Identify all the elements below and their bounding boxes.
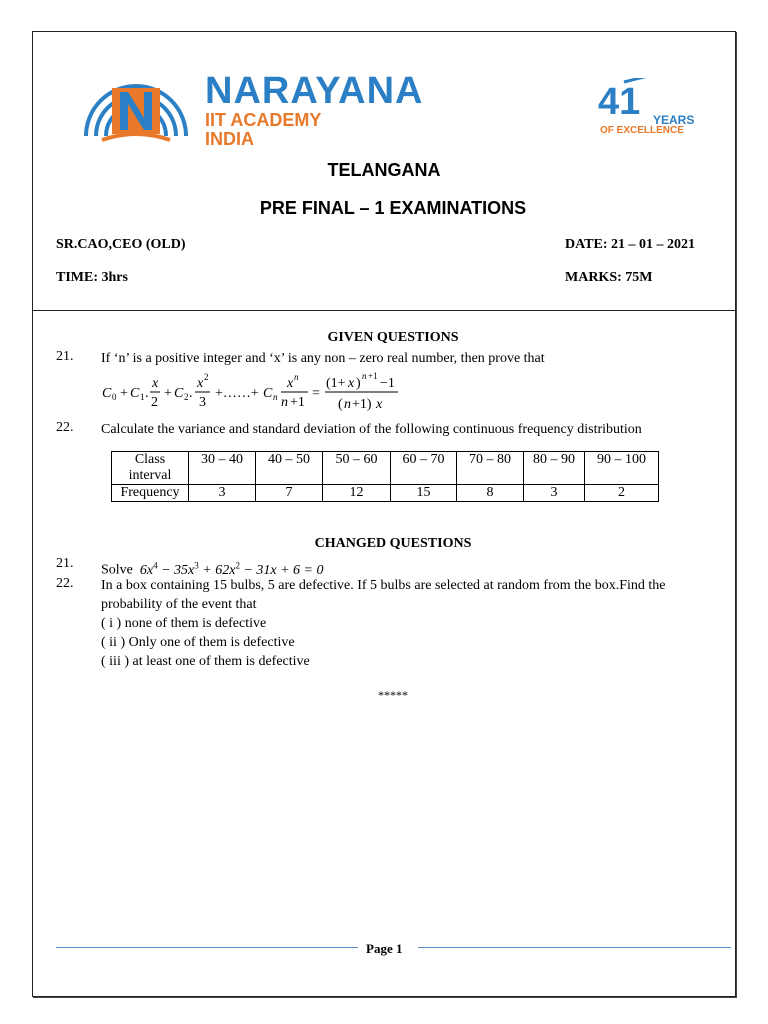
svg-text:+: +: [164, 386, 172, 401]
table-row: [112, 452, 659, 485]
badge-years: YEARS: [653, 113, 695, 127]
table-row: [112, 485, 659, 502]
svg-text:+……+: +……+: [215, 386, 259, 401]
svg-text:3: 3: [199, 395, 206, 410]
svg-text:n: n: [281, 395, 288, 410]
table-cell: 3: [524, 485, 585, 502]
changed-q22-number: 22.: [56, 576, 74, 591]
changed-q22-line-1: In a box containing 15 bulbs, 5 are defective. If 5 bulbs are selected at random from the box.Find the: [101, 578, 666, 593]
svg-text:1: 1: [140, 392, 145, 402]
exam-title: PRE FINAL – 1 EXAMINATIONS: [259, 198, 527, 218]
table-cell: 2: [585, 485, 659, 502]
page-number: Page 1: [366, 941, 403, 956]
svg-text:C: C: [130, 386, 140, 401]
svg-text:.: .: [145, 386, 149, 401]
svg-text:n: n: [344, 397, 351, 412]
svg-text:C: C: [102, 386, 112, 401]
footer-rule-left: [56, 947, 358, 948]
svg-text:−1: −1: [380, 376, 395, 391]
svg-text:): ): [356, 376, 361, 391]
table-cell: 70 – 80: [457, 452, 524, 485]
brand-subtitle: [205, 111, 321, 149]
given-questions-heading: GIVEN QUESTIONS: [327, 330, 459, 345]
changed-q21-number: 21.: [56, 556, 74, 571]
svg-text:n: n: [362, 371, 367, 381]
table-cell: 3: [189, 485, 256, 502]
svg-text:(1+: (1+: [326, 376, 346, 391]
svg-text:+: +: [120, 386, 128, 401]
header-divider: [32, 310, 736, 311]
state-title: TELANGANA: [327, 160, 441, 180]
given-q22-number: 22.: [56, 420, 74, 435]
given-q22-text: Calculate the variance and standard deviation of the following continuous frequency distribution: [101, 422, 642, 437]
svg-text:+1: +1: [368, 371, 378, 381]
svg-text:x: x: [348, 376, 355, 391]
exam-time: TIME: 3hrs: [56, 270, 128, 285]
changed-questions-heading: CHANGED QUESTIONS: [314, 536, 472, 551]
frequency-table: [111, 451, 659, 502]
svg-text:0: 0: [112, 392, 117, 402]
svg-text:.: .: [189, 386, 193, 401]
table-row-label: Frequency: [112, 485, 189, 502]
polynomial-equation: $6x^4 - 35x^3 + 62x^2 - 31x + 6 = 0$: [136, 560, 324, 578]
brand-line-1: IIT ACADEMY: [205, 110, 322, 130]
table-cell: 50 – 60: [323, 452, 391, 485]
table-cell: 7: [256, 485, 323, 502]
svg-text:C: C: [174, 386, 184, 401]
table-row-label: Class interval: [112, 452, 189, 485]
table-cell: 15: [391, 485, 457, 502]
course-label: SR.CAO,CEO (OLD): [56, 237, 186, 252]
changed-q22-text: [101, 576, 666, 671]
svg-text:x: x: [197, 376, 204, 391]
changed-q22-option-2: ( ii ) Only one of them is defective: [101, 635, 295, 650]
table-cell: 12: [323, 485, 391, 502]
end-marker: *****: [378, 688, 408, 702]
svg-text:x: x: [376, 397, 383, 412]
svg-text:C: C: [263, 386, 273, 401]
table-cell: 80 – 90: [524, 452, 585, 485]
svg-text:2: 2: [151, 395, 158, 410]
brand-line-2: INDIA: [205, 129, 254, 149]
svg-text:2: 2: [204, 372, 209, 382]
svg-text:+1): +1): [352, 397, 372, 412]
table-cell: 60 – 70: [391, 452, 457, 485]
brand-name: NARAYANA: [205, 70, 424, 112]
svg-text:(: (: [338, 397, 343, 412]
footer-rule-right: [418, 947, 731, 948]
narayana-logo-icon: [72, 50, 200, 146]
given-q21-text: If ‘n’ is a positive integer and ‘x’ is any non – zero real number, then prove that: [101, 351, 545, 366]
svg-text:n: n: [273, 392, 278, 402]
table-cell: 30 – 40: [189, 452, 256, 485]
given-q21-number: 21.: [56, 349, 74, 364]
exam-date: DATE: 21 – 01 – 2021: [565, 237, 696, 252]
svg-text:2: 2: [184, 392, 189, 402]
changed-q22-option-1: ( i ) none of them is defective: [101, 616, 267, 631]
svg-text:=: =: [312, 386, 320, 401]
svg-text:n: n: [294, 372, 299, 382]
badge-number: 41: [598, 81, 641, 123]
exam-marks: MARKS: 75M: [565, 270, 653, 285]
badge-excellence: OF EXCELLENCE: [600, 125, 684, 136]
svg-text:+1: +1: [290, 395, 305, 410]
changed-q21-label: Solve: [101, 562, 133, 578]
svg-text:x: x: [287, 376, 294, 391]
svg-text:x: x: [152, 376, 159, 391]
changed-q22-option-3: ( iii ) at least one of them is defective: [101, 654, 310, 669]
table-cell: 8: [457, 485, 524, 502]
table-cell: 90 – 100: [585, 452, 659, 485]
binomial-identity-formula: [100, 368, 420, 414]
changed-q22-line-2: probability of the event that: [101, 597, 257, 612]
table-cell: 40 – 50: [256, 452, 323, 485]
